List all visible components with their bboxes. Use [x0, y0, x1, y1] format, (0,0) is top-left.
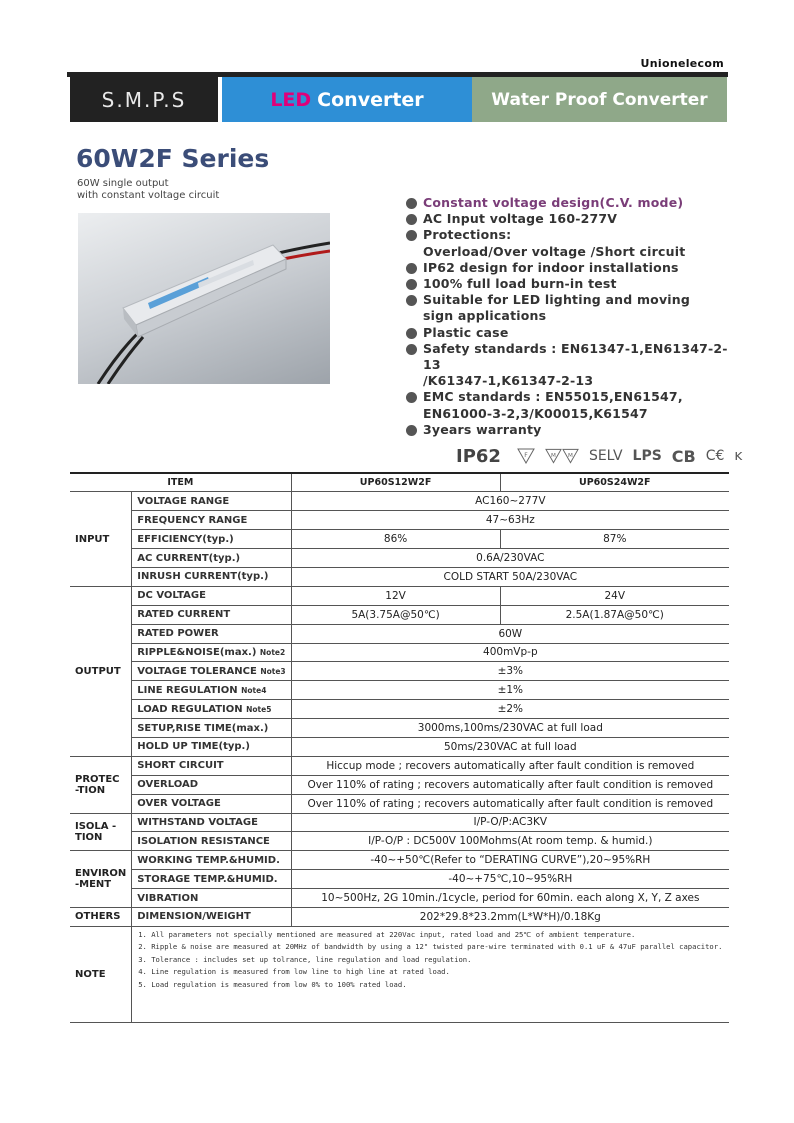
- product-photo: [78, 213, 330, 384]
- cb-mark: CB: [671, 446, 696, 466]
- row-value-2: 24V: [500, 586, 729, 605]
- table-row: [70, 813, 729, 832]
- triangle-f-icon: [517, 448, 535, 464]
- table-row: [70, 870, 729, 889]
- row-value: -40~+75℃,10~95%RH: [291, 870, 729, 889]
- group-input: INPUT: [70, 492, 132, 586]
- tab-smps[interactable]: S.M.P.S: [70, 77, 218, 122]
- table-row: [70, 832, 729, 851]
- note-item: 1. All parameters not specially mentioned are measured at 220Vac input, rated load and 25℃ of ambient temperature.: [138, 929, 636, 939]
- row-label: EFFICIENCY(typ.): [132, 530, 291, 549]
- row-value: AC160~277V: [291, 492, 729, 511]
- row-label: RATED CURRENT: [132, 605, 291, 624]
- table-row: [70, 662, 729, 681]
- svg-text:M: M: [551, 452, 556, 459]
- bullet-icon: [406, 328, 417, 339]
- ip62-mark: IP62: [456, 445, 501, 467]
- feature-list: [406, 195, 736, 438]
- table-row: [70, 605, 729, 624]
- feature-item: Suitable for LED lighting and moving sign applications: [406, 292, 736, 324]
- feature-item: Constant voltage design(C.V. mode): [406, 195, 736, 211]
- row-value-2: 87%: [500, 530, 729, 549]
- note-item: 3. Tolerance : includes set up tolrance, line regulation and load regulation.: [138, 954, 472, 964]
- feature-item: AC Input voltage 160-277V: [406, 211, 736, 227]
- row-label: INRUSH CURRENT(typ.): [132, 567, 291, 586]
- table-row: [70, 756, 729, 775]
- selv-mark: SELV: [588, 448, 623, 464]
- bullet-icon: [406, 198, 417, 209]
- table-row: [70, 567, 729, 586]
- group-others: OTHERS: [70, 907, 132, 926]
- group-note: NOTE: [70, 926, 132, 1022]
- table-row: [70, 492, 729, 511]
- note-item: 4. Line regulation is measured from low line to high line at rated load.: [138, 967, 450, 977]
- triangle-mm-icon: [545, 448, 579, 464]
- table-row: [70, 681, 729, 700]
- bullet-icon: [406, 344, 417, 355]
- row-value: ±3%: [291, 662, 729, 681]
- tab-waterproof-converter[interactable]: Water Proof Converter: [472, 77, 727, 122]
- bullet-icon: [406, 425, 417, 436]
- feature-item: Plastic case: [406, 325, 736, 341]
- table-row: [70, 643, 729, 662]
- row-value: 10~500Hz, 2G 10min./1cycle, period for 60min. each along X, Y, Z axes: [291, 889, 729, 908]
- table-row: [70, 907, 729, 926]
- row-value: 60W: [291, 624, 729, 643]
- feature-item: 100% full load burn-in test: [406, 276, 736, 292]
- row-label: RATED POWER: [132, 624, 291, 643]
- bullet-icon: [406, 214, 417, 225]
- bullet-icon: [406, 295, 417, 306]
- row-value: Over 110% of rating ; recovers automatically after fault condition is removed: [291, 775, 729, 794]
- header-model-2: UP60S24W2F: [500, 473, 729, 492]
- row-label: LOAD REGULATION Note5: [132, 700, 291, 719]
- bullet-icon: [406, 230, 417, 241]
- note-item: 5. Load regulation is measured from low 0% to 100% rated load.: [138, 979, 407, 989]
- row-value: I/P-O/P : DC500V 100Mohms(At room temp. & humid.): [291, 832, 729, 851]
- bullet-icon: [406, 392, 417, 403]
- row-value: 0.6A/230VAC: [291, 549, 729, 568]
- row-value: 3000ms,100ms/230VAC at full load: [291, 719, 729, 738]
- row-label: WITHSTAND VOLTAGE: [132, 813, 291, 832]
- row-label: SHORT CIRCUIT: [132, 756, 291, 775]
- row-label: DIMENSION/WEIGHT: [132, 907, 291, 926]
- row-label: HOLD UP TIME(typ.): [132, 737, 291, 756]
- row-label: VOLTAGE TOLERANCE Note3: [132, 662, 291, 681]
- lps-mark: LPS: [632, 448, 662, 464]
- notes-cell: [132, 926, 729, 1022]
- table-row: [70, 719, 729, 738]
- note-item: 2. Ripple & noise are measured at 20MHz of bandwidth by using a 12" twisted pare-wire terminated with 0.1 uF & 47uF parallel capacitor.: [138, 942, 723, 952]
- header-model-1: UP60S12W2F: [291, 473, 500, 492]
- table-header-row: [70, 473, 729, 492]
- row-value: Over 110% of rating ; recovers automatically after fault condition is removed: [291, 794, 729, 813]
- row-value-1: 86%: [291, 530, 500, 549]
- row-label: VIBRATION: [132, 889, 291, 908]
- row-value: 400mVp-p: [291, 643, 729, 662]
- bullet-icon: [406, 279, 417, 290]
- led-word: LED: [270, 88, 312, 111]
- row-label: RIPPLE&NOISE(max.) Note2: [132, 643, 291, 662]
- category-tabbar: [70, 77, 727, 122]
- table-row: [70, 549, 729, 568]
- svg-text:F: F: [524, 452, 528, 459]
- spec-table: [70, 472, 729, 1023]
- row-label: OVER VOLTAGE: [132, 794, 291, 813]
- row-value-2: 2.5A(1.87A@50℃): [500, 605, 729, 624]
- row-value: I/P-O/P:AC3KV: [291, 813, 729, 832]
- kc-mark: ĸ: [734, 448, 743, 464]
- row-value: Hiccup mode ; recovers automatically after fault condition is removed: [291, 756, 729, 775]
- svg-text:M: M: [568, 452, 573, 459]
- table-row: [70, 794, 729, 813]
- feature-item: IP62 design for indoor installations: [406, 260, 736, 276]
- group-isolation: ISOLA -TION: [70, 813, 132, 851]
- table-row: [70, 700, 729, 719]
- header-item: ITEM: [70, 473, 291, 492]
- row-value-1: 12V: [291, 586, 500, 605]
- table-row: [70, 737, 729, 756]
- row-value: 202*29.8*23.2mm(L*W*H)/0.18Kg: [291, 907, 729, 926]
- group-environment: ENVIRON -MENT: [70, 851, 132, 908]
- brand-name: Unionelecom: [640, 57, 724, 70]
- converter-word: Converter: [317, 88, 424, 111]
- row-label: WORKING TEMP.&HUMID.: [132, 851, 291, 870]
- row-label: ISOLATION RESISTANCE: [132, 832, 291, 851]
- row-label: AC CURRENT(typ.): [132, 549, 291, 568]
- table-row: [70, 851, 729, 870]
- row-label: DC VOLTAGE: [132, 586, 291, 605]
- row-value: ±2%: [291, 700, 729, 719]
- tab-led-converter[interactable]: [222, 77, 472, 122]
- row-label: SETUP,RISE TIME(max.): [132, 719, 291, 738]
- row-value: 50ms/230VAC at full load: [291, 737, 729, 756]
- table-row: [70, 889, 729, 908]
- series-subtitle: 60W single output with constant voltage circuit: [77, 178, 220, 201]
- group-protection: PROTEC -TION: [70, 756, 132, 813]
- group-output: OUTPUT: [70, 586, 132, 756]
- series-title: 60W2F Series: [76, 144, 270, 173]
- table-row: [70, 511, 729, 530]
- bullet-icon: [406, 263, 417, 274]
- table-row: [70, 586, 729, 605]
- feature-item: 3years warranty: [406, 422, 736, 438]
- row-label: VOLTAGE RANGE: [132, 492, 291, 511]
- row-label: OVERLOAD: [132, 775, 291, 794]
- row-value: COLD START 50A/230VAC: [291, 567, 729, 586]
- row-value: ±1%: [291, 681, 729, 700]
- table-row: [70, 775, 729, 794]
- notes-row: [70, 926, 729, 1022]
- table-row: [70, 624, 729, 643]
- row-value-1: 5A(3.75A@50℃): [291, 605, 500, 624]
- row-value: -40~+50℃(Refer to “DERATING CURVE”),20~95%RH: [291, 851, 729, 870]
- row-label: STORAGE TEMP.&HUMID.: [132, 870, 291, 889]
- feature-item: Safety standards : EN61347-1,EN61347-2-13 /K61347-1,K61347-2-13: [406, 341, 736, 390]
- row-value: 47~63Hz: [291, 511, 729, 530]
- certification-marks: [456, 444, 743, 468]
- row-label: FREQUENCY RANGE: [132, 511, 291, 530]
- ce-mark: C€: [705, 448, 725, 464]
- feature-item: Protections: Overload/Over voltage /Short circuit: [406, 227, 736, 259]
- row-label: LINE REGULATION Note4: [132, 681, 291, 700]
- feature-item: EMC standards : EN55015,EN61547, EN61000-3-2,3/K00015,K61547: [406, 389, 736, 421]
- table-row: [70, 530, 729, 549]
